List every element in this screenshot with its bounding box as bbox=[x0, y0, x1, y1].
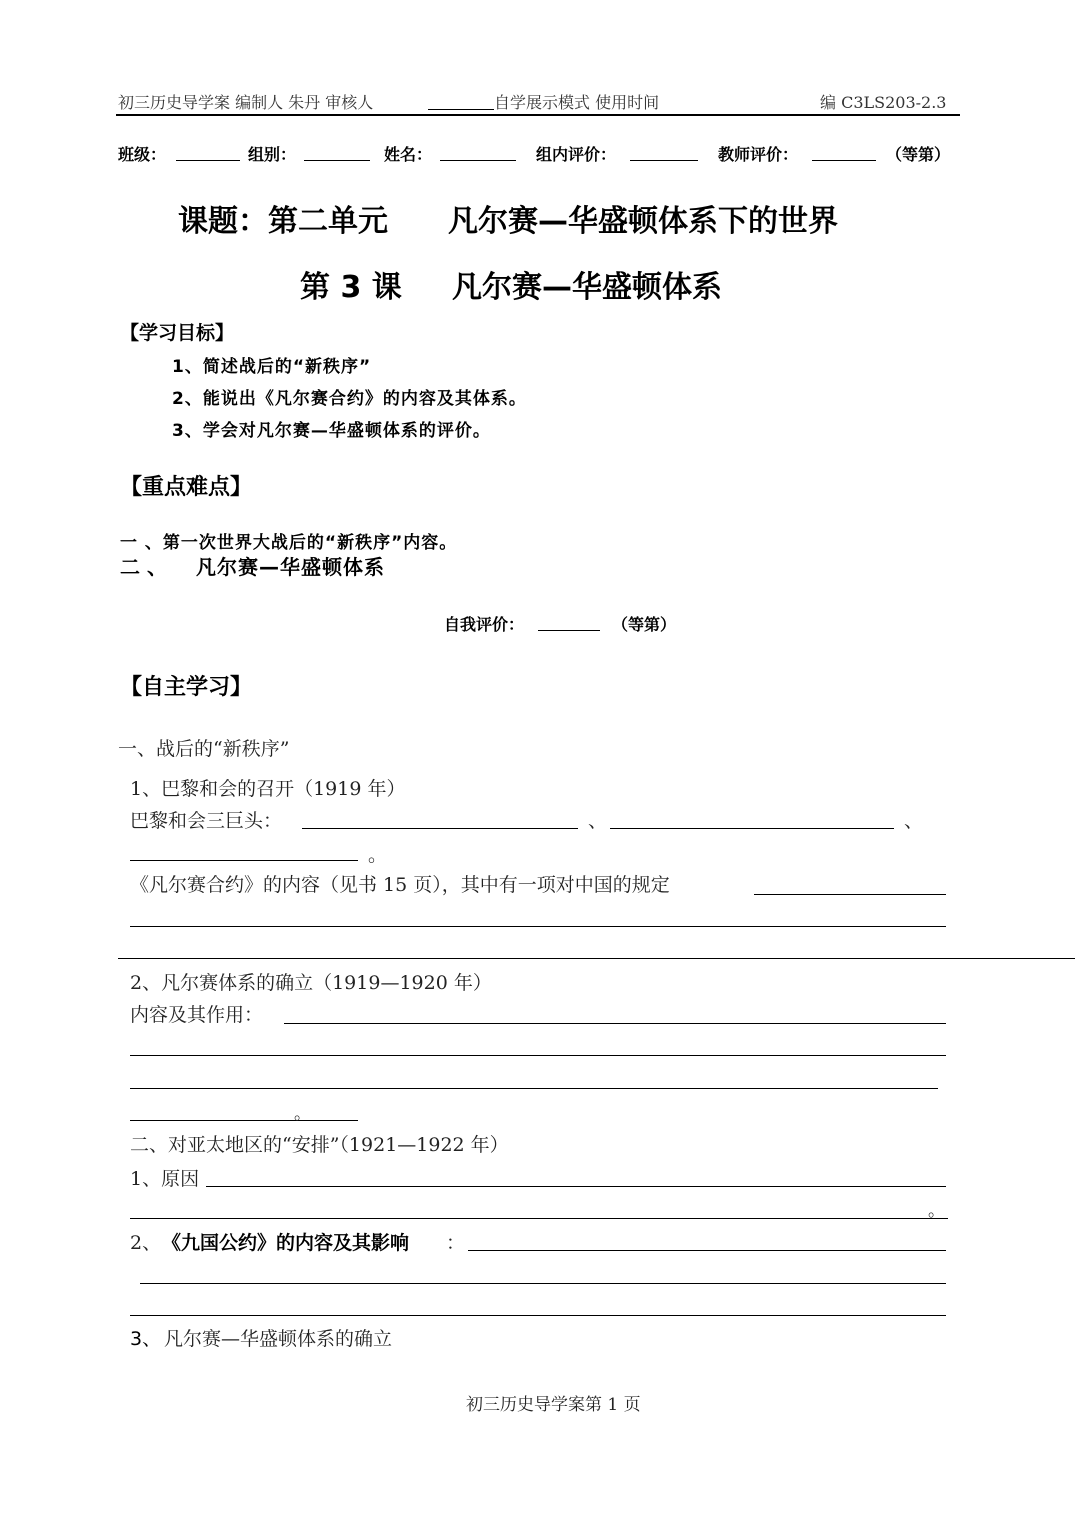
class-label: 班级： bbox=[118, 145, 167, 164]
name-label: 姓名： bbox=[384, 145, 433, 164]
self-eval-label: 自我评价： bbox=[444, 615, 525, 634]
colon: ： bbox=[446, 1232, 466, 1254]
q1-title: 1、巴黎和会的召开（1919 年） bbox=[130, 778, 406, 800]
answer-line[interactable] bbox=[206, 1186, 946, 1187]
answer-line[interactable] bbox=[140, 1283, 946, 1284]
answer-line[interactable] bbox=[130, 1315, 946, 1316]
key-point-item: 一 、第一次世界大战后的“新秩序”内容。 bbox=[120, 533, 458, 553]
key-point-item: 凡尔赛—华盛顿体系 bbox=[196, 555, 385, 579]
big-three-blank-3[interactable] bbox=[130, 860, 358, 861]
answer-line[interactable] bbox=[130, 1088, 938, 1089]
unit-title: 课题：第二单元 bbox=[178, 204, 388, 239]
q3-title: 凡尔赛—华盛顿体系的确立 bbox=[164, 1328, 393, 1350]
answer-line[interactable] bbox=[130, 1120, 358, 1121]
nine-power-number: 2、 bbox=[130, 1232, 162, 1254]
answer-line[interactable] bbox=[130, 1055, 946, 1056]
teacher-eval-label: 教师评价： bbox=[718, 145, 799, 164]
period: 。 bbox=[368, 844, 388, 866]
grade-suffix: （等第） bbox=[886, 145, 951, 164]
group-eval-label: 组内评价： bbox=[536, 145, 617, 164]
period: 。 bbox=[294, 1104, 311, 1124]
separator: 、 bbox=[588, 810, 608, 832]
part2-title: 二、对亚太地区的“安排”（1921—1922 年） bbox=[130, 1134, 509, 1156]
lesson-title: 第 3 课 bbox=[300, 270, 402, 305]
period: 。 bbox=[928, 1201, 945, 1221]
answer-line[interactable] bbox=[130, 1218, 948, 1219]
big-three-label: 巴黎和会三巨头： bbox=[130, 810, 283, 832]
nine-power-title: 《九国公约》的内容及其影响 bbox=[162, 1232, 410, 1254]
objective-item: 2、能说出《凡尔赛合约》的内容及其体系。 bbox=[172, 389, 527, 409]
big-three-blank-2[interactable] bbox=[610, 828, 894, 829]
q2-title: 2、凡尔赛体系的确立（1919—1920 年） bbox=[130, 972, 492, 994]
objectives-heading: 【学习目标】 bbox=[120, 322, 235, 344]
self-study-heading: 【自主学习】 bbox=[120, 675, 253, 700]
q2-content-label: 内容及其作用： bbox=[130, 1004, 264, 1026]
reviewer-blank[interactable] bbox=[428, 109, 494, 110]
objective-item: 1、简述战后的“新秩序” bbox=[172, 357, 372, 377]
answer-line[interactable] bbox=[468, 1250, 946, 1251]
header-rule bbox=[116, 114, 960, 116]
answer-line[interactable] bbox=[284, 1023, 946, 1024]
answer-line[interactable] bbox=[130, 926, 946, 927]
name-field[interactable] bbox=[440, 160, 516, 161]
group-eval-field[interactable] bbox=[630, 160, 698, 161]
key-point-number: 二 、 bbox=[120, 555, 167, 579]
objective-item: 3、学会对凡尔赛—华盛顿体系的评价。 bbox=[172, 421, 491, 441]
treaty-blank[interactable] bbox=[754, 894, 946, 895]
header-author: 初三历史导学案 编制人 朱丹 审核人 bbox=[118, 93, 374, 112]
self-eval-field[interactable] bbox=[538, 630, 600, 631]
reason-label: 1、原因 bbox=[130, 1168, 200, 1190]
treaty-question: 《凡尔赛合约》的内容（见书 15 页），其中有一项对中国的规定 bbox=[130, 874, 670, 896]
group-label: 组别： bbox=[248, 145, 297, 164]
unit-topic: 凡尔赛—华盛顿体系下的世界 bbox=[448, 204, 838, 239]
key-points-heading: 【重点难点】 bbox=[120, 475, 253, 500]
lesson-topic: 凡尔赛—华盛顿体系 bbox=[452, 270, 722, 305]
part1-title: 一、战后的“新秩序” bbox=[118, 738, 290, 760]
separator: 、 bbox=[904, 810, 924, 832]
big-three-blank-1[interactable] bbox=[302, 828, 578, 829]
q3-number: 3、 bbox=[130, 1328, 162, 1350]
self-eval-suffix: （等第） bbox=[612, 615, 677, 634]
answer-line[interactable] bbox=[118, 958, 1075, 959]
page-footer: 初三历史导学案第 1 页 bbox=[466, 1395, 641, 1415]
group-field[interactable] bbox=[304, 160, 370, 161]
class-field[interactable] bbox=[176, 160, 240, 161]
header-mode: 自学展示模式 使用时间 bbox=[494, 93, 660, 112]
teacher-eval-field[interactable] bbox=[812, 160, 876, 161]
header-code: 编 C3LS203-2.3 bbox=[820, 93, 947, 112]
